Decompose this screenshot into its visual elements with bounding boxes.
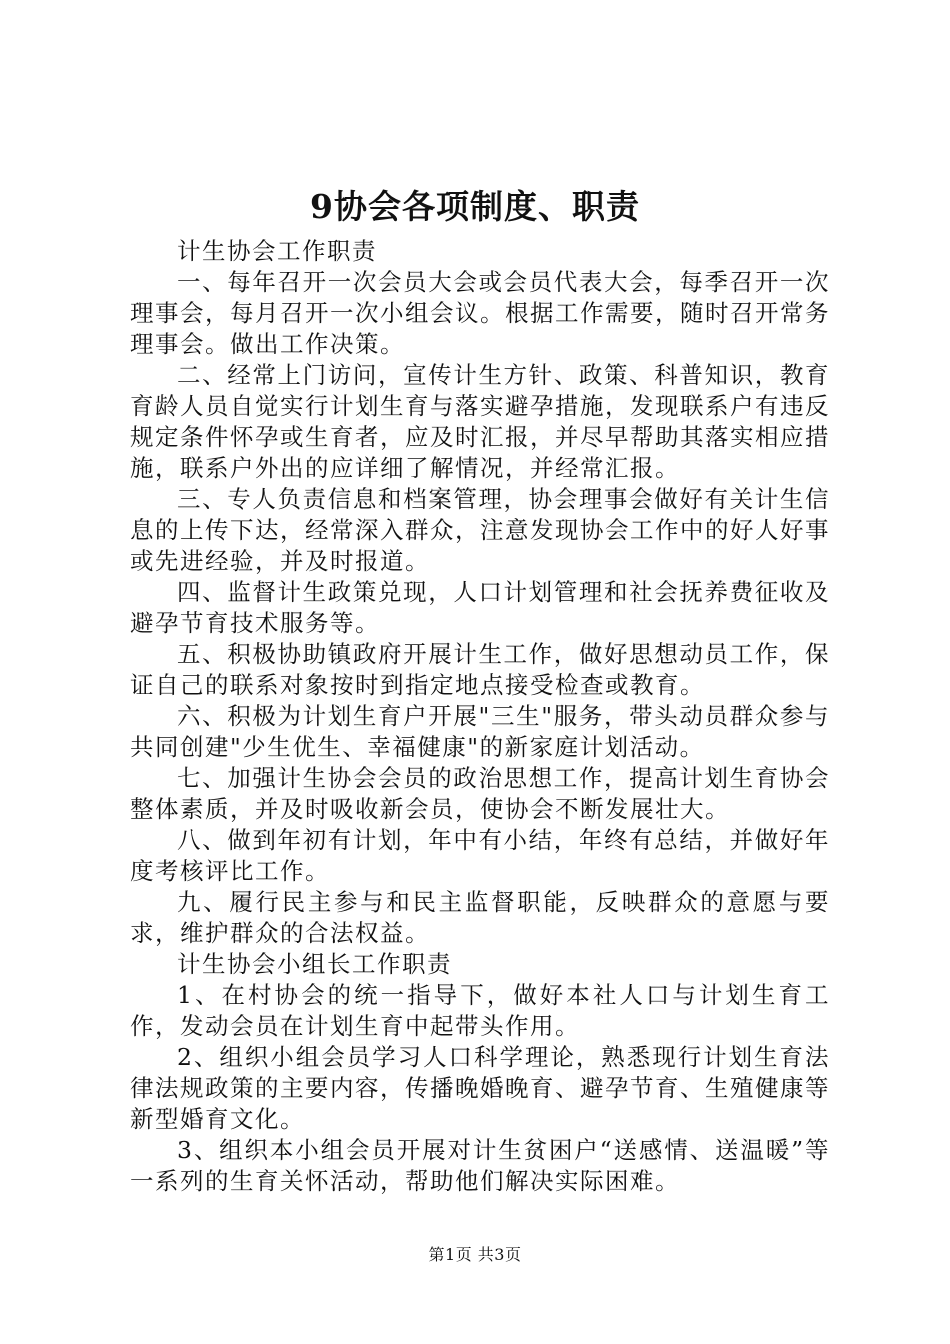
duty-paragraph-4: 四、监督计生政策兑现，人口计划管理和社会抚养费征收及避孕节育技术服务等。: [130, 578, 830, 637]
group-leader-paragraph-3: 3、组织本小组会员开展对计生贫困户“送感情、送温暖”等一系列的生育关怀活动，帮助他们解决实际困难。: [130, 1136, 830, 1195]
section-heading-association-duties: 计生协会工作职责: [177, 237, 377, 265]
group-leader-paragraph-1: 1、在村协会的统一指导下，做好本社人口与计划生育工作，发动会员在计划生育中起带头作用。: [130, 981, 830, 1040]
duty-paragraph-6: 六、积极为计划生育户开展"三生"服务，带头动员群众参与共同创建"少生优生、幸福健康"的新家庭计划活动。: [130, 702, 830, 761]
group-leader-paragraph-2: 2、组织小组会员学习人口科学理论，熟悉现行计划生育法律法规政策的主要内容，传播晚婚晚育、避孕节育、生殖健康等新型婚育文化。: [130, 1043, 830, 1133]
duty-paragraph-1: 一、每年召开一次会员大会或会员代表大会，每季召开一次理事会，每月召开一次小组会议。根据工作需要，随时召开常务理事会。做出工作决策。: [130, 268, 830, 358]
document-body: [130, 236, 830, 1197]
duty-paragraph-9: 九、履行民主参与和民主监督职能，反映群众的意愿与要求，维护群众的合法权益。: [130, 888, 830, 947]
page-number-footer: 第1页 共3页: [428, 1245, 522, 1264]
duty-paragraph-5: 五、积极协助镇政府开展计生工作，做好思想动员工作，保证自己的联系对象按时到指定地点接受检查或教育。: [130, 640, 830, 699]
section-heading-group-leader-duties: 计生协会小组长工作职责: [177, 950, 452, 978]
document-title: 9协会各项制度、职责: [310, 187, 640, 226]
duty-paragraph-3: 三、专人负责信息和档案管理，协会理事会做好有关计生信息的上传下达，经常深入群众，注意发现协会工作中的好人好事或先进经验，并及时报道。: [130, 485, 830, 575]
duty-paragraph-7: 七、加强计生协会会员的政治思想工作，提高计划生育协会整体素质，并及时吸收新会员，使协会不断发展壮大。: [130, 764, 830, 823]
duty-paragraph-8: 八、做到年初有计划，年中有小结，年终有总结，并做好年度考核评比工作。: [130, 826, 830, 885]
duty-paragraph-2: 二、经常上门访问，宣传计生方针、政策、科普知识，教育育龄人员自觉实行计划生育与落实避孕措施，发现联系户有违反规定条件怀孕或生育者，应及时汇报，并尽早帮助其落实相应措施，联系户外出的应详细了解情况，并经常汇报。: [130, 361, 830, 482]
